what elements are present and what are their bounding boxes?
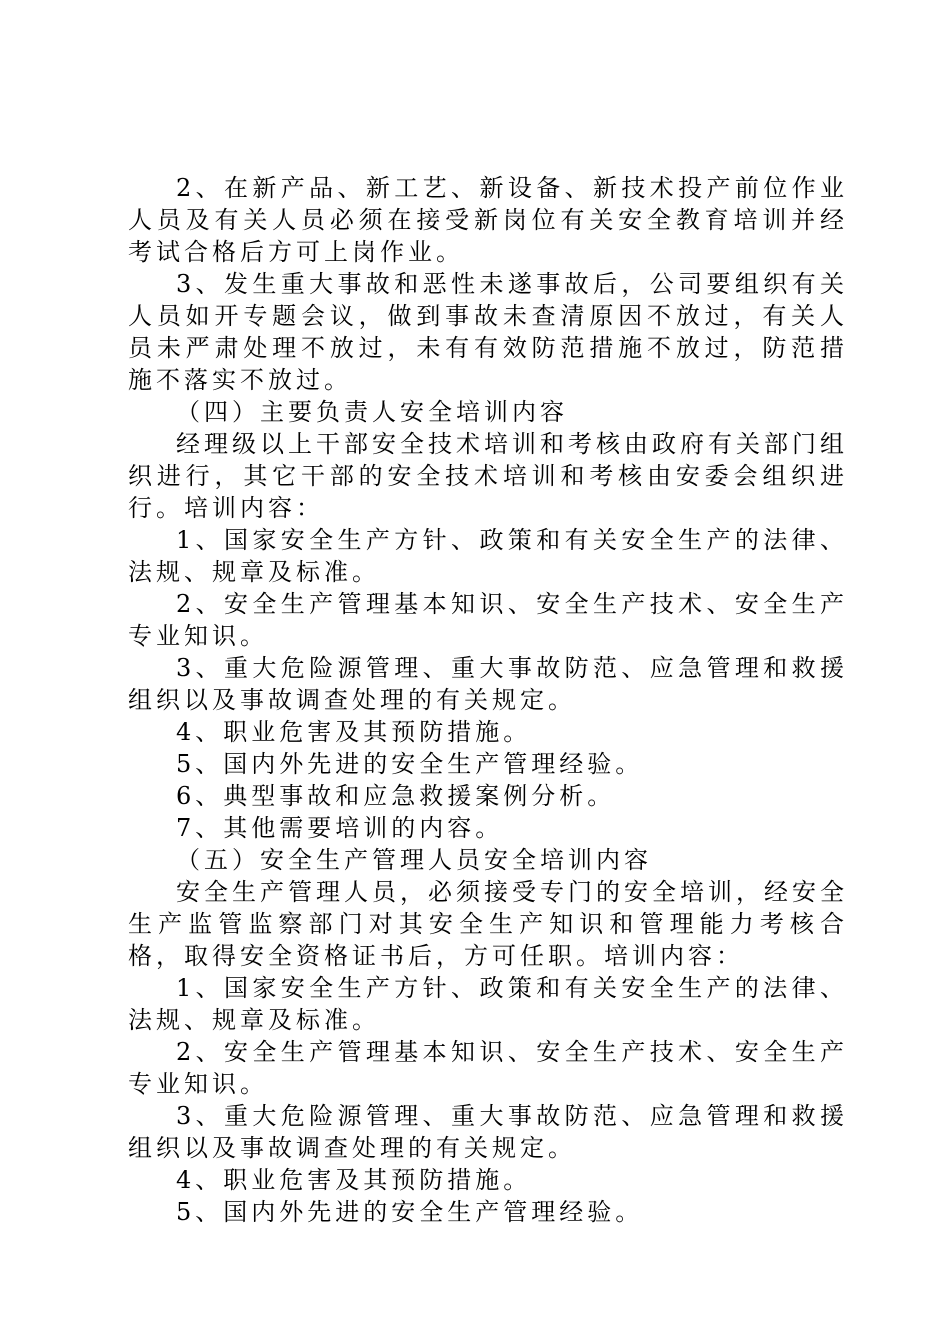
- paragraph: 安全生产管理人员，必须接受专门的安全培训，经安全生产监管监察部门对其安全生产知识和管理能力考核合格，取得安全资格证书后，方可任职。培训内容：: [128, 878, 848, 970]
- list-item: 1、国家安全生产方针、政策和有关安全生产的法律、法规、规章及标准。: [128, 526, 848, 586]
- list-item: 3、重大危险源管理、重大事故防范、应急管理和救援组织以及事故调查处理的有关规定。: [128, 1102, 848, 1162]
- list-item: 1、国家安全生产方针、政策和有关安全生产的法律、法规、规章及标准。: [128, 974, 848, 1034]
- paragraph: 经理级以上干部安全技术培训和考核由政府有关部门组织进行，其它干部的安全技术培训和考核由安委会组织进行。培训内容：: [128, 430, 848, 522]
- list-item: 5、国内外先进的安全生产管理经验。: [176, 1198, 644, 1226]
- list-item: 6、典型事故和应急救援案例分析。: [176, 782, 616, 810]
- list-item: 4、职业危害及其预防措施。: [176, 1166, 532, 1194]
- paragraph: 2、在新产品、新工艺、新设备、新技术投产前位作业人员及有关人员必须在接受新岗位有关安全教育培训并经考试合格后方可上岗作业。: [128, 174, 848, 266]
- document-body: [128, 172, 848, 1228]
- list-item: 2、安全生产管理基本知识、安全生产技术、安全生产专业知识。: [128, 590, 848, 650]
- section-heading: （四）主要负责人安全培训内容: [176, 398, 568, 426]
- list-item: 2、安全生产管理基本知识、安全生产技术、安全生产专业知识。: [128, 1038, 848, 1098]
- section-heading: （五）安全生产管理人员安全培训内容: [176, 846, 652, 874]
- list-item: 4、职业危害及其预防措施。: [176, 718, 532, 746]
- list-item: 3、重大危险源管理、重大事故防范、应急管理和救援组织以及事故调查处理的有关规定。: [128, 654, 848, 714]
- list-item: 7、其他需要培训的内容。: [176, 814, 504, 842]
- paragraph: 3、发生重大事故和恶性未遂事故后，公司要组织有关人员如开专题会议，做到事故未查清原因不放过，有关人员未严肃处理不放过，未有有效防范措施不放过，防范措施不落实不放过。: [128, 270, 848, 394]
- list-item: 5、国内外先进的安全生产管理经验。: [176, 750, 644, 778]
